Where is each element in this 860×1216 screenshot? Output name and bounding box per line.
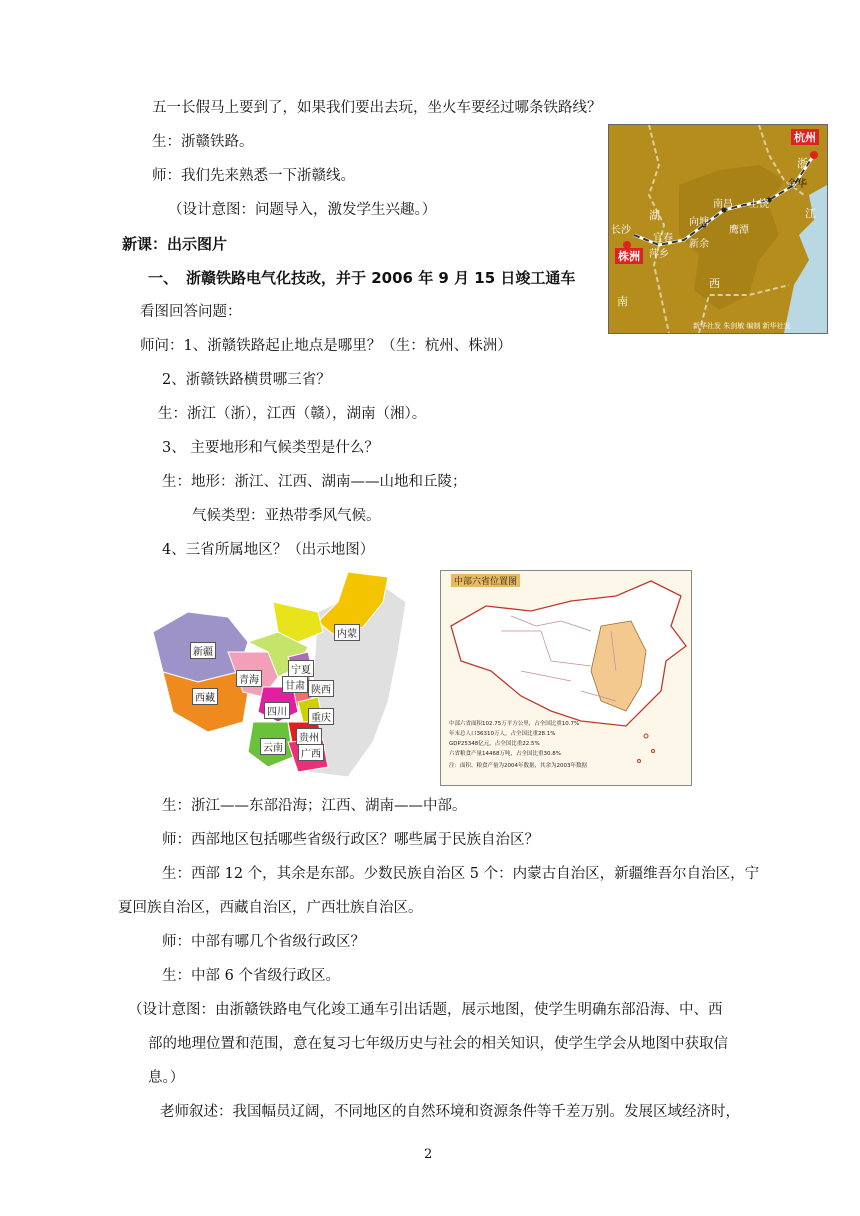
province-label: 广西 [298,744,324,761]
province-label: 云南 [260,738,286,755]
map-legend-item: GDP25348亿元，占全国比重22.5% [449,741,540,747]
text-line: 2、浙赣铁路横贯哪三省？ [162,372,331,388]
text-line: 看图回答问题： [140,304,242,320]
map-label: 萍乡 [649,249,669,260]
subheading: 浙赣铁路电气化技改，并于 2006 年 9 月 15 日竣工通车 [186,269,576,287]
central-provinces-map [440,570,692,786]
map-label-hangzhou: 杭州 [791,129,819,145]
province-label: 贵州 [296,728,322,745]
subheading-number: 一、 [148,269,179,287]
map-label: 向塘 [689,217,709,228]
map-label: 新余 [689,239,709,250]
text-line: 夏回族自治区，西藏自治区，广西壮族自治区。 [118,900,423,916]
text-line: （设计意图：由浙赣铁路电气化竣工通车引出话题，展示地图，使学生明确东部沿海、中、西 [128,1002,723,1018]
text-line: 师：中部有哪几个省级行政区？ [162,934,365,950]
map-label: 宜春 [653,233,673,244]
text-line: 生：西部 12 个，其余是东部。少数民族自治区 5 个：内蒙古自治区，新疆维吾尔自治区，宁 [162,866,760,882]
map-label: 长沙 [611,225,631,236]
text-line: 生：浙赣铁路。 [152,134,254,150]
province-label: 新疆 [190,642,216,659]
text-line: 五一长假马上要到了，如果我们要出去玩，坐火车要经过哪条铁路线？ [152,100,602,116]
text-line: 师问：1、浙赣铁路起止地点是哪里？（生：杭州、株洲） [140,338,512,354]
map-legend-item: 六省粮食产量14468万吨，占全国比重30.8% [449,751,561,757]
text-line: （设计意图：问题导入，激发学生兴趣。） [168,202,437,218]
text-line: 师：西部地区包括哪些省级行政区？哪些属于民族自治区？ [162,832,539,848]
text-line: 生：浙江——东部沿海；江西、湖南——中部。 [162,798,467,814]
text-line: 4、三省所属地区？（出示地图） [162,542,375,558]
text-line: 师：我们先来熟悉一下浙赣线。 [152,168,355,184]
map-label: 浙 [797,157,808,170]
text-line: 部的地理位置和范围，意在复习七年级历史与社会的相关知识，使学生学会从地图中获取信 [148,1036,728,1052]
map-legend-item: 年末总人口36310万人，占全国比重28.1% [449,731,556,737]
text-line: 息。） [148,1070,185,1086]
section-heading: 新课：出示图片 [122,235,228,253]
map-title: 中部六省位置图 [451,574,520,587]
map-credit: 新华社发 朱剑敏 编制 新华社发 [693,322,791,330]
west-china-provinces-map [148,572,412,784]
province-label: 内蒙 [334,624,360,641]
province-label: 西藏 [192,688,218,705]
map-label: 湖 [649,209,660,222]
map-label: 南 [617,295,628,308]
text-line: 气候类型：亚热带季风气候。 [192,508,381,524]
map-legend-item: 中部六省面积102.75万平方公里，占全国比重10.7% [449,721,580,727]
text-line: 生：浙江（浙），江西（赣），湖南（湘）。 [158,406,427,422]
zhegan-railway-map [608,124,828,334]
map-label: 西 [709,277,720,290]
map-label-zhuzhou: 株洲 [615,248,643,264]
province-label: 四川 [264,702,290,719]
map-label: 江 [805,207,816,220]
zhegan-railway-map-graphic [609,125,827,333]
map-label: 南昌 [713,199,733,210]
map-label: 上饶 [749,199,769,210]
map-label: 鹰潭 [729,225,749,236]
page-number: 2 [424,1147,433,1162]
province-label: 宁夏 [288,660,314,677]
province-label: 青海 [236,670,262,687]
text-line: 3、 主要地形和气候类型是什么？ [162,440,379,456]
province-label: 甘肃 [282,676,308,693]
text-line: 老师叙述：我国幅员辽阔，不同地区的自然环境和资源条件等千差万别。发展区域经济时， [160,1104,740,1120]
map-label: 金华 [787,179,807,190]
text-line: 生：地形：浙江、江西、湖南——山地和丘陵； [162,474,467,490]
province-label: 重庆 [308,708,334,725]
map-note: 注：面积、粮食产量为2004年数据，其余为2003年数据 [449,763,587,769]
province-label: 陕西 [308,680,334,697]
text-line: 生：中部 6 个省级行政区。 [162,968,340,984]
